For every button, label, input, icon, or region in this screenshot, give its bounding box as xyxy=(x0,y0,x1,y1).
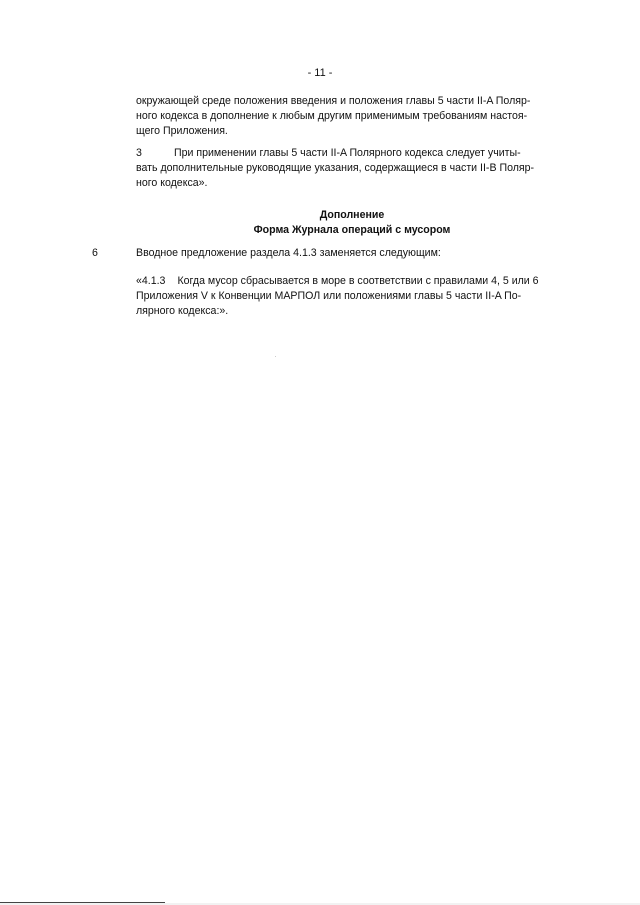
item-number: 6 xyxy=(92,247,98,259)
text-line xyxy=(136,274,568,289)
text-line: Приложения V к Конвенции МАРПОЛ или положениями главы 5 части II-A По- xyxy=(136,290,522,302)
text-line: ного кодекса в дополнение к любым другим применимым требованиям настоя- xyxy=(136,110,528,122)
text-line xyxy=(136,146,568,161)
scan-speck xyxy=(275,356,276,357)
text-line: щего Приложения. xyxy=(136,125,228,137)
paragraph-continuation xyxy=(136,94,568,139)
appendix-heading xyxy=(136,208,568,238)
item-6-text xyxy=(136,246,568,261)
paragraph-number: 3 xyxy=(136,147,142,159)
appendix-subtitle: Форма Журнала операций с мусором xyxy=(253,224,451,236)
page-number: - 11 - xyxy=(307,67,333,79)
text-line: лярного кодекса:». xyxy=(136,305,229,317)
text-line: окружающей среде положения введения и положения главы 5 части II-A Поляр- xyxy=(136,95,531,107)
text-line: Вводное предложение раздела 4.1.3 заменяется следующим: xyxy=(136,247,441,259)
quote-section-number: «4.1.3 xyxy=(136,275,166,287)
text-line: ного кодекса». xyxy=(136,177,208,189)
quote-text: Когда мусор сбрасывается в море в соответствии с правилами 4, 5 или 6 xyxy=(177,275,539,287)
paragraph-3 xyxy=(136,146,568,191)
appendix-title: Дополнение xyxy=(319,209,385,221)
text-line: вать дополнительные руководящие указания, содержащиеся в части II-B Поляр- xyxy=(136,162,535,174)
paragraph-text: При применении главы 5 части II-A Полярного кодекса следует учиты- xyxy=(174,147,521,159)
item-6-quote xyxy=(136,274,568,319)
